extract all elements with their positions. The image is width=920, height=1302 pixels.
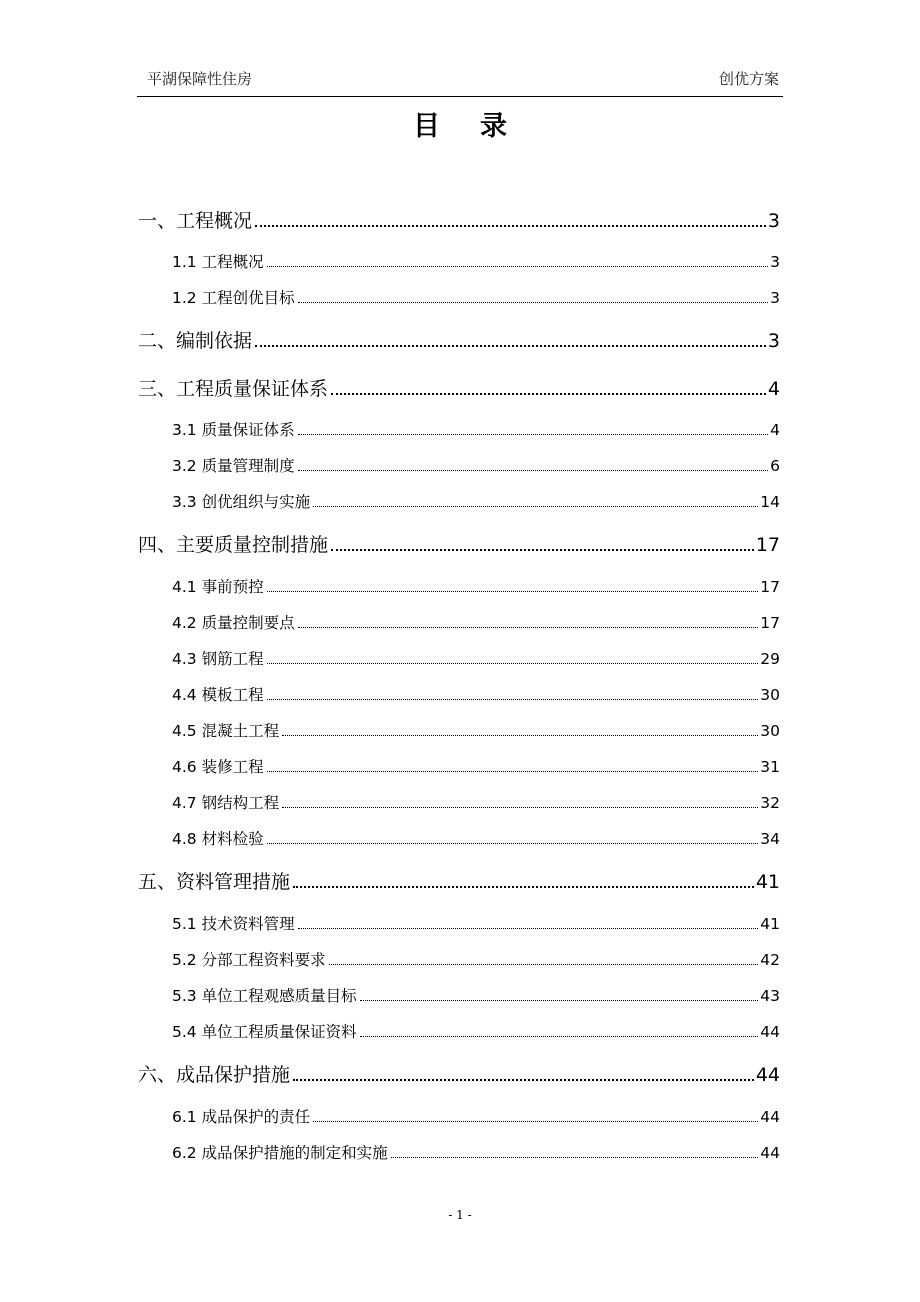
- toc-entry-text: 五、资料管理措施: [138, 871, 291, 893]
- toc-entry-page: 41: [760, 915, 780, 933]
- toc-section-entry[interactable]: [138, 683, 780, 705]
- toc-dot-leader: [293, 1079, 754, 1081]
- toc-entry-text: 3.2 质量管理制度: [172, 457, 295, 475]
- toc-entry-page: 3: [770, 253, 780, 271]
- toc-chapter-entry[interactable]: [138, 867, 780, 894]
- toc-dot-leader: [267, 663, 759, 664]
- toc-chapter-entry[interactable]: [138, 374, 780, 401]
- toc-section-entry[interactable]: [138, 286, 780, 308]
- toc-section-entry[interactable]: [138, 984, 780, 1006]
- toc-dot-leader: [298, 302, 769, 303]
- toc-entry-text: 4.4 模板工程: [172, 686, 264, 704]
- toc-chapter-entry[interactable]: [138, 1060, 780, 1087]
- toc-entry-text: 5.3 单位工程观感质量目标: [172, 987, 357, 1005]
- toc-entry-text: 4.1 事前预控: [172, 578, 264, 596]
- toc-entry-page: 29: [760, 650, 780, 668]
- toc-section-entry[interactable]: [138, 490, 780, 512]
- toc-entry-text: 四、主要质量控制措施: [138, 534, 329, 556]
- page-header: [137, 64, 783, 97]
- toc-section-entry[interactable]: [138, 1141, 780, 1163]
- toc-section-entry[interactable]: [138, 250, 780, 272]
- toc-chapter-entry[interactable]: [138, 530, 780, 557]
- toc-dot-leader: [282, 807, 758, 808]
- toc-dot-leader: [391, 1157, 759, 1158]
- toc-entry-text: 4.6 装修工程: [172, 758, 264, 776]
- header-project-name: 平湖保障性住房: [147, 70, 253, 88]
- toc-entry-page: 44: [760, 1144, 780, 1162]
- toc-title: 目录: [413, 111, 547, 142]
- toc-entry-page: 3: [767, 210, 780, 232]
- toc-entry-text: 1.1 工程概况: [172, 253, 264, 271]
- toc-entry-page: 17: [760, 614, 780, 632]
- toc-entry-page: 17: [755, 534, 780, 556]
- toc-section-entry[interactable]: [138, 611, 780, 633]
- toc-dot-leader: [298, 928, 759, 929]
- toc-entry-text: 二、编制依据: [138, 330, 253, 352]
- toc-dot-leader: [267, 771, 759, 772]
- toc-chapter-entry[interactable]: [138, 206, 780, 233]
- toc-entry-page: 3: [767, 330, 780, 352]
- toc-section-entry[interactable]: [138, 1105, 780, 1127]
- toc-dot-leader: [298, 627, 759, 628]
- toc-entry-text: 4.8 材料检验: [172, 830, 264, 848]
- toc-entry-text: 三、工程质量保证体系: [138, 378, 329, 400]
- toc-dot-leader: [360, 1000, 759, 1001]
- page-number: - 1 -: [448, 1208, 472, 1222]
- toc-dot-leader: [298, 434, 769, 435]
- toc-dot-leader: [267, 843, 759, 844]
- toc-entry-page: 4: [767, 378, 780, 400]
- toc-entry-text: 1.2 工程创优目标: [172, 289, 295, 307]
- toc-entry-text: 4.7 钢结构工程: [172, 794, 280, 812]
- toc-entry-text: 4.3 钢筋工程: [172, 650, 264, 668]
- toc-section-entry[interactable]: [138, 575, 780, 597]
- toc-entry-page: 3: [770, 289, 780, 307]
- toc-section-entry[interactable]: [138, 912, 780, 934]
- toc-entry-text: 3.3 创优组织与实施: [172, 493, 311, 511]
- toc-dot-leader: [293, 886, 754, 888]
- toc-dot-leader: [313, 506, 758, 507]
- toc-section-entry[interactable]: [138, 454, 780, 476]
- toc-section-entry[interactable]: [138, 1020, 780, 1042]
- toc-section-entry[interactable]: [138, 827, 780, 849]
- toc-entry-page: 30: [760, 722, 780, 740]
- toc-dot-leader: [331, 393, 766, 395]
- header-doc-type: 创优方案: [718, 70, 779, 88]
- toc-entry-page: 34: [760, 830, 780, 848]
- toc-dot-leader: [360, 1036, 759, 1037]
- toc-entry-page: 14: [760, 493, 780, 511]
- toc-entry-page: 6: [770, 457, 780, 475]
- toc-entry-page: 44: [755, 1064, 780, 1086]
- toc-entry-text: 6.2 成品保护措施的制定和实施: [172, 1144, 388, 1162]
- toc-entry-text: 一、工程概况: [138, 210, 253, 232]
- toc-entry-text: 4.5 混凝土工程: [172, 722, 280, 740]
- toc-entry-page: 31: [760, 758, 780, 776]
- toc-section-entry[interactable]: [138, 719, 780, 741]
- toc-dot-leader: [267, 591, 759, 592]
- toc-entry-page: 43: [760, 987, 780, 1005]
- toc-entry-page: 44: [760, 1108, 780, 1126]
- toc-chapter-entry[interactable]: [138, 326, 780, 353]
- toc-dot-leader: [255, 345, 766, 347]
- toc-entry-text: 3.1 质量保证体系: [172, 421, 295, 439]
- toc-dot-leader: [282, 735, 758, 736]
- toc-dot-leader: [267, 266, 769, 267]
- toc-entry-text: 5.1 技术资料管理: [172, 915, 295, 933]
- toc-entry-page: 32: [760, 794, 780, 812]
- toc-entry-page: 17: [760, 578, 780, 596]
- toc-section-entry[interactable]: [138, 791, 780, 813]
- toc-dot-leader: [267, 699, 759, 700]
- toc-section-entry[interactable]: [138, 948, 780, 970]
- toc-dot-leader: [329, 964, 759, 965]
- toc-entry-text: 六、成品保护措施: [138, 1064, 291, 1086]
- toc-entry-page: 30: [760, 686, 780, 704]
- toc-entry-page: 44: [760, 1023, 780, 1041]
- toc-section-entry[interactable]: [138, 418, 780, 440]
- toc-entry-text: 6.1 成品保护的责任: [172, 1108, 311, 1126]
- toc-entry-page: 42: [760, 951, 780, 969]
- toc-dot-leader: [255, 225, 766, 227]
- toc-entry-page: 4: [770, 421, 780, 439]
- toc-dot-leader: [298, 470, 769, 471]
- toc-section-entry[interactable]: [138, 647, 780, 669]
- toc-entry-page: 41: [755, 871, 780, 893]
- toc-section-entry[interactable]: [138, 755, 780, 777]
- toc-dot-leader: [313, 1121, 758, 1122]
- toc-entry-text: 5.2 分部工程资料要求: [172, 951, 326, 969]
- toc-dot-leader: [331, 549, 754, 551]
- toc-entry-text: 4.2 质量控制要点: [172, 614, 295, 632]
- toc-entry-text: 5.4 单位工程质量保证资料: [172, 1023, 357, 1041]
